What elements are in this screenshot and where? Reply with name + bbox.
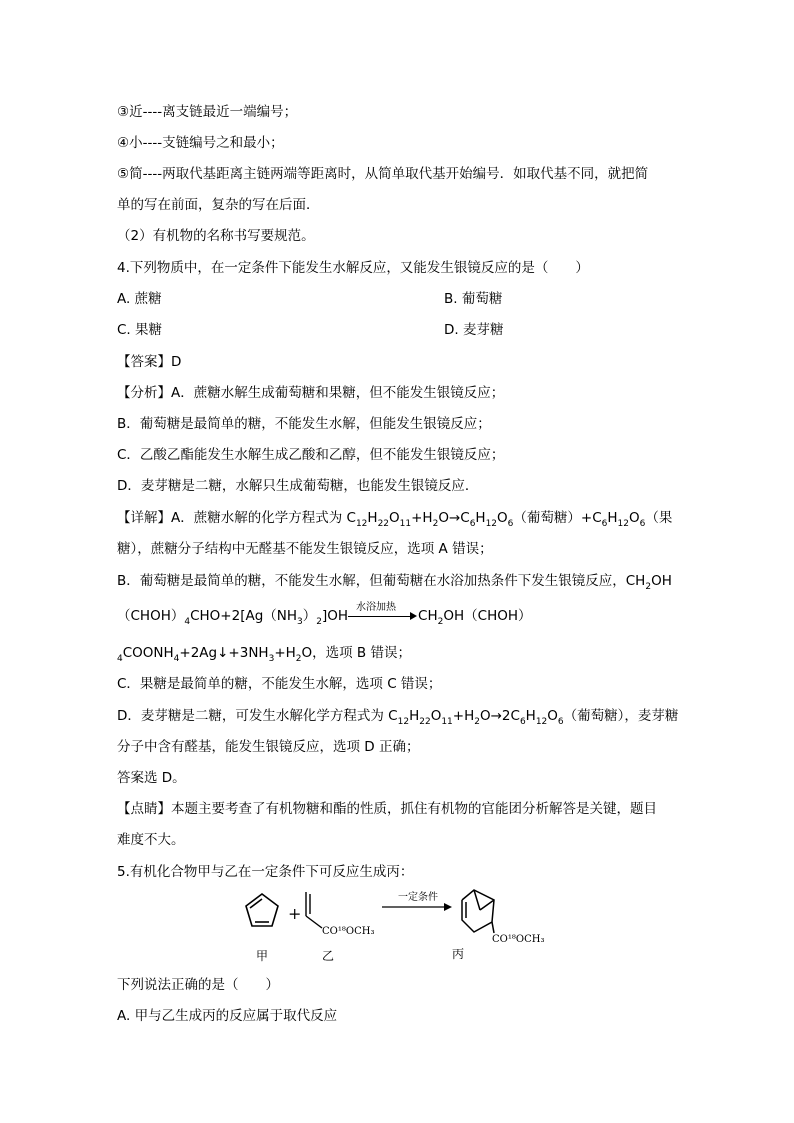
rule-4: ④小----支链编号之和最小； [117,135,284,151]
q4-detail-a-line2: 糖），蔗糖分子结构中无醛基不能发生银镜反应，选项 A 错误； [117,541,493,557]
bing-ester-group: CO¹⁸OCH₃ [492,934,545,945]
q4-detail-b-line2: $(CHOH)_4CHO+2[Ag(NH_3)_2]OH$ 水浴加热 $CH_2OH(CHOH)$ [117,602,532,627]
rule-3: ③近----离支链最近一端编号； [117,104,298,120]
q4-option-a: A. 蔗糖 [117,291,162,307]
q4-analysis-b: B．葡萄糖是最简单的糖，不能发生水解，但能发生银镜反应； [117,416,491,432]
q4-stem: 4.下列物质中，在一定条件下能发生水解反应，又能发生银镜反应的是（ ） [117,260,589,276]
plus-sign: + [288,904,302,923]
q4-answer: 【答案】D [117,354,182,370]
scheme-arrow-head [444,903,452,911]
q4-option-d: D. 麦芽糖 [444,322,504,338]
label-bing: 丙 [452,947,465,961]
q4-comment-line2: 难度不大。 [117,832,185,848]
reaction-scheme [240,886,560,966]
q5-question: 下列说法正确的是（ ） [117,977,279,993]
label-jia: 甲 [256,949,269,963]
q4-detail-d-line1: D．麦芽糖是二糖，可发生水解化学方程式为 $C_{12}H_{22}O_{11}+H_2O\to 2C_6H_{12}O_6$（葡萄糖），麦芽糖 [117,708,679,727]
q4-conclusion: 答案选 D。 [117,770,186,786]
norbornene-structure [462,890,494,933]
q4-detail-b-line3: $_4COONH_4+2Ag↓+3NH_3+H_2O$，选项 B 错误； [117,645,411,664]
q5-stem: 5.有机化合物甲与乙在一定条件下可反应生成丙： [117,864,414,880]
q4-option-b: B. 葡萄糖 [444,291,503,307]
q4-comment-line1: 【点睛】本题主要考查了有机物糖和酯的性质，抓住有机物的官能团分析解答是关键，题目 [117,801,657,817]
q4-detail-a-line1: 【详解】A．蔗糖水解的化学方程式为 $C_{12}H_{22}O_{11}+H_2O\to C_6H_{12}O_6$（葡萄糖）$+C_6H_{12}O_6$（果 [117,510,673,529]
cyclopentadiene-structure [246,894,278,926]
rule-5-line2: 单的写在前面，复杂的写在后面． [117,197,320,213]
label-yi: 乙 [322,949,335,963]
q4-option-c: C. 果糖 [117,322,163,338]
q5-option-a: A. 甲与乙生成丙的反应属于取代反应 [117,1008,338,1024]
q4-detail-c: C．果糖是最简单的糖，不能发生水解，选项 C 错误； [117,676,442,692]
reaction-arrow: 水浴加热 [348,606,418,626]
rule-6: （2）有机物的名称书写要规范。 [117,228,315,244]
q4-detail-b-line1: B．葡萄糖是最简单的糖，不能发生水解，但葡萄糖在水浴加热条件下发生银镜反应，$CH_2OH$ [117,573,672,592]
q4-analysis-d: D．麦芽糖是二糖，水解只生成葡萄糖，也能发生银镜反应． [117,478,479,494]
rule-5-line1: ⑤简----两取代基距离主链两端等距离时，从简单取代基开始编号．如取代基不同，就把简 [117,166,649,182]
scheme-condition: 一定条件 [398,892,438,903]
yi-ester-group: CO¹⁸OCH₃ [322,926,375,937]
methyl-acrylate-structure [306,892,322,928]
q4-analysis-a: 【分析】A．蔗糖水解生成葡萄糖和果糖，但不能发生银镜反应； [117,385,505,401]
q4-detail-d-line2: 分子中含有醛基，能发生银镜反应，选项 D 正确； [117,739,420,755]
q4-analysis-c: C．乙酸乙酯能发生水解生成乙酸和乙醇，但不能发生银镜反应； [117,447,505,463]
